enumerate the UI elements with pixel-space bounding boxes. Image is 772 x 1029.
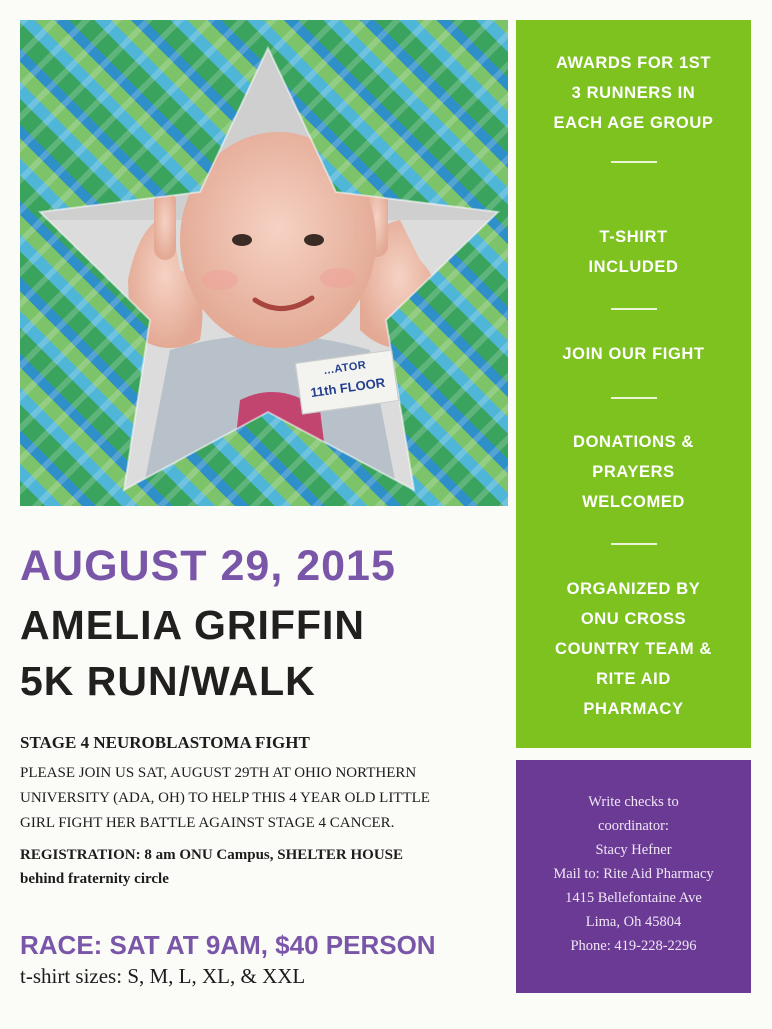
event-title-line1: AMELIA GRIFFIN	[20, 602, 366, 648]
divider	[611, 308, 657, 310]
tshirt-sizes: t-shirt sizes: S, M, L, XL, & XXL	[20, 964, 306, 988]
registration-line1: REGISTRATION: 8 am ONU Campus, SHELTER HOUSE	[20, 847, 404, 863]
donations-line1: DONATIONS &	[573, 433, 694, 451]
awards-text	[516, 48, 751, 138]
contact-name: Stacy Hefner	[595, 842, 672, 858]
organized-line1: ORGANIZED BY	[566, 580, 701, 598]
event-date: AUGUST 29, 2015	[20, 542, 396, 590]
join-line1: JOIN OUR FIGHT	[562, 345, 705, 363]
contact-mail: Mail to: Rite Aid Pharmacy	[553, 866, 714, 882]
contact-city: Lima, Oh 45804	[585, 914, 682, 930]
awards-line1: AWARDS FOR 1ST	[555, 54, 712, 72]
registration-info	[20, 843, 512, 891]
event-subtitle: STAGE 4 NEUROBLASTOMA FIGHT	[20, 733, 310, 752]
donations-line3: WELCOMED	[582, 493, 685, 511]
description-line1: PLEASE JOIN US SAT, AUGUST 29TH AT OHIO NORTHERN	[20, 765, 417, 781]
contact-phone: Phone: 419-228-2296	[570, 938, 697, 954]
awards-line3: EACH AGE GROUP	[553, 114, 714, 132]
organized-text	[516, 574, 751, 724]
divider	[611, 397, 657, 399]
tshirt-line1: T-SHIRT	[599, 228, 668, 246]
purple-contact-panel	[516, 760, 751, 993]
contact-line1: Write checks to	[588, 794, 679, 810]
green-info-panel	[516, 20, 751, 748]
contact-address: 1415 Bellefontaine Ave	[565, 890, 702, 906]
organized-line3: COUNTRY TEAM &	[555, 640, 712, 658]
join-text	[516, 339, 751, 369]
divider	[611, 543, 657, 545]
divider	[611, 161, 657, 163]
donations-line2: PRAYERS	[592, 463, 675, 481]
star-photo-illustration	[20, 20, 508, 506]
badge-line2: 11th FLOOR	[309, 374, 387, 401]
description-line3: GIRL FIGHT HER BATTLE AGAINST STAGE 4 CANCER.	[20, 815, 395, 831]
tshirt-text	[516, 222, 751, 282]
hero-photo	[20, 20, 508, 506]
race-info: RACE: SAT AT 9AM, $40 PERSON	[20, 930, 436, 960]
event-title-line2: 5K RUN/WALK	[20, 658, 316, 704]
organized-line4: RITE AID	[596, 670, 671, 688]
contact-line2: coordinator:	[598, 818, 669, 834]
description-line2: UNIVERSITY (ADA, OH) TO HELP THIS 4 YEAR OLD LITTLE	[20, 790, 430, 806]
organized-line5: PHARMACY	[583, 700, 684, 718]
tshirt-line2: INCLUDED	[588, 258, 679, 276]
badge-line1: ...ATOR	[323, 359, 368, 378]
organized-line2: ONU CROSS	[580, 610, 687, 628]
donations-text	[516, 427, 751, 517]
awards-line2: 3 RUNNERS IN	[571, 84, 696, 102]
event-description	[20, 761, 512, 836]
registration-line2: behind fraternity circle	[20, 871, 169, 887]
